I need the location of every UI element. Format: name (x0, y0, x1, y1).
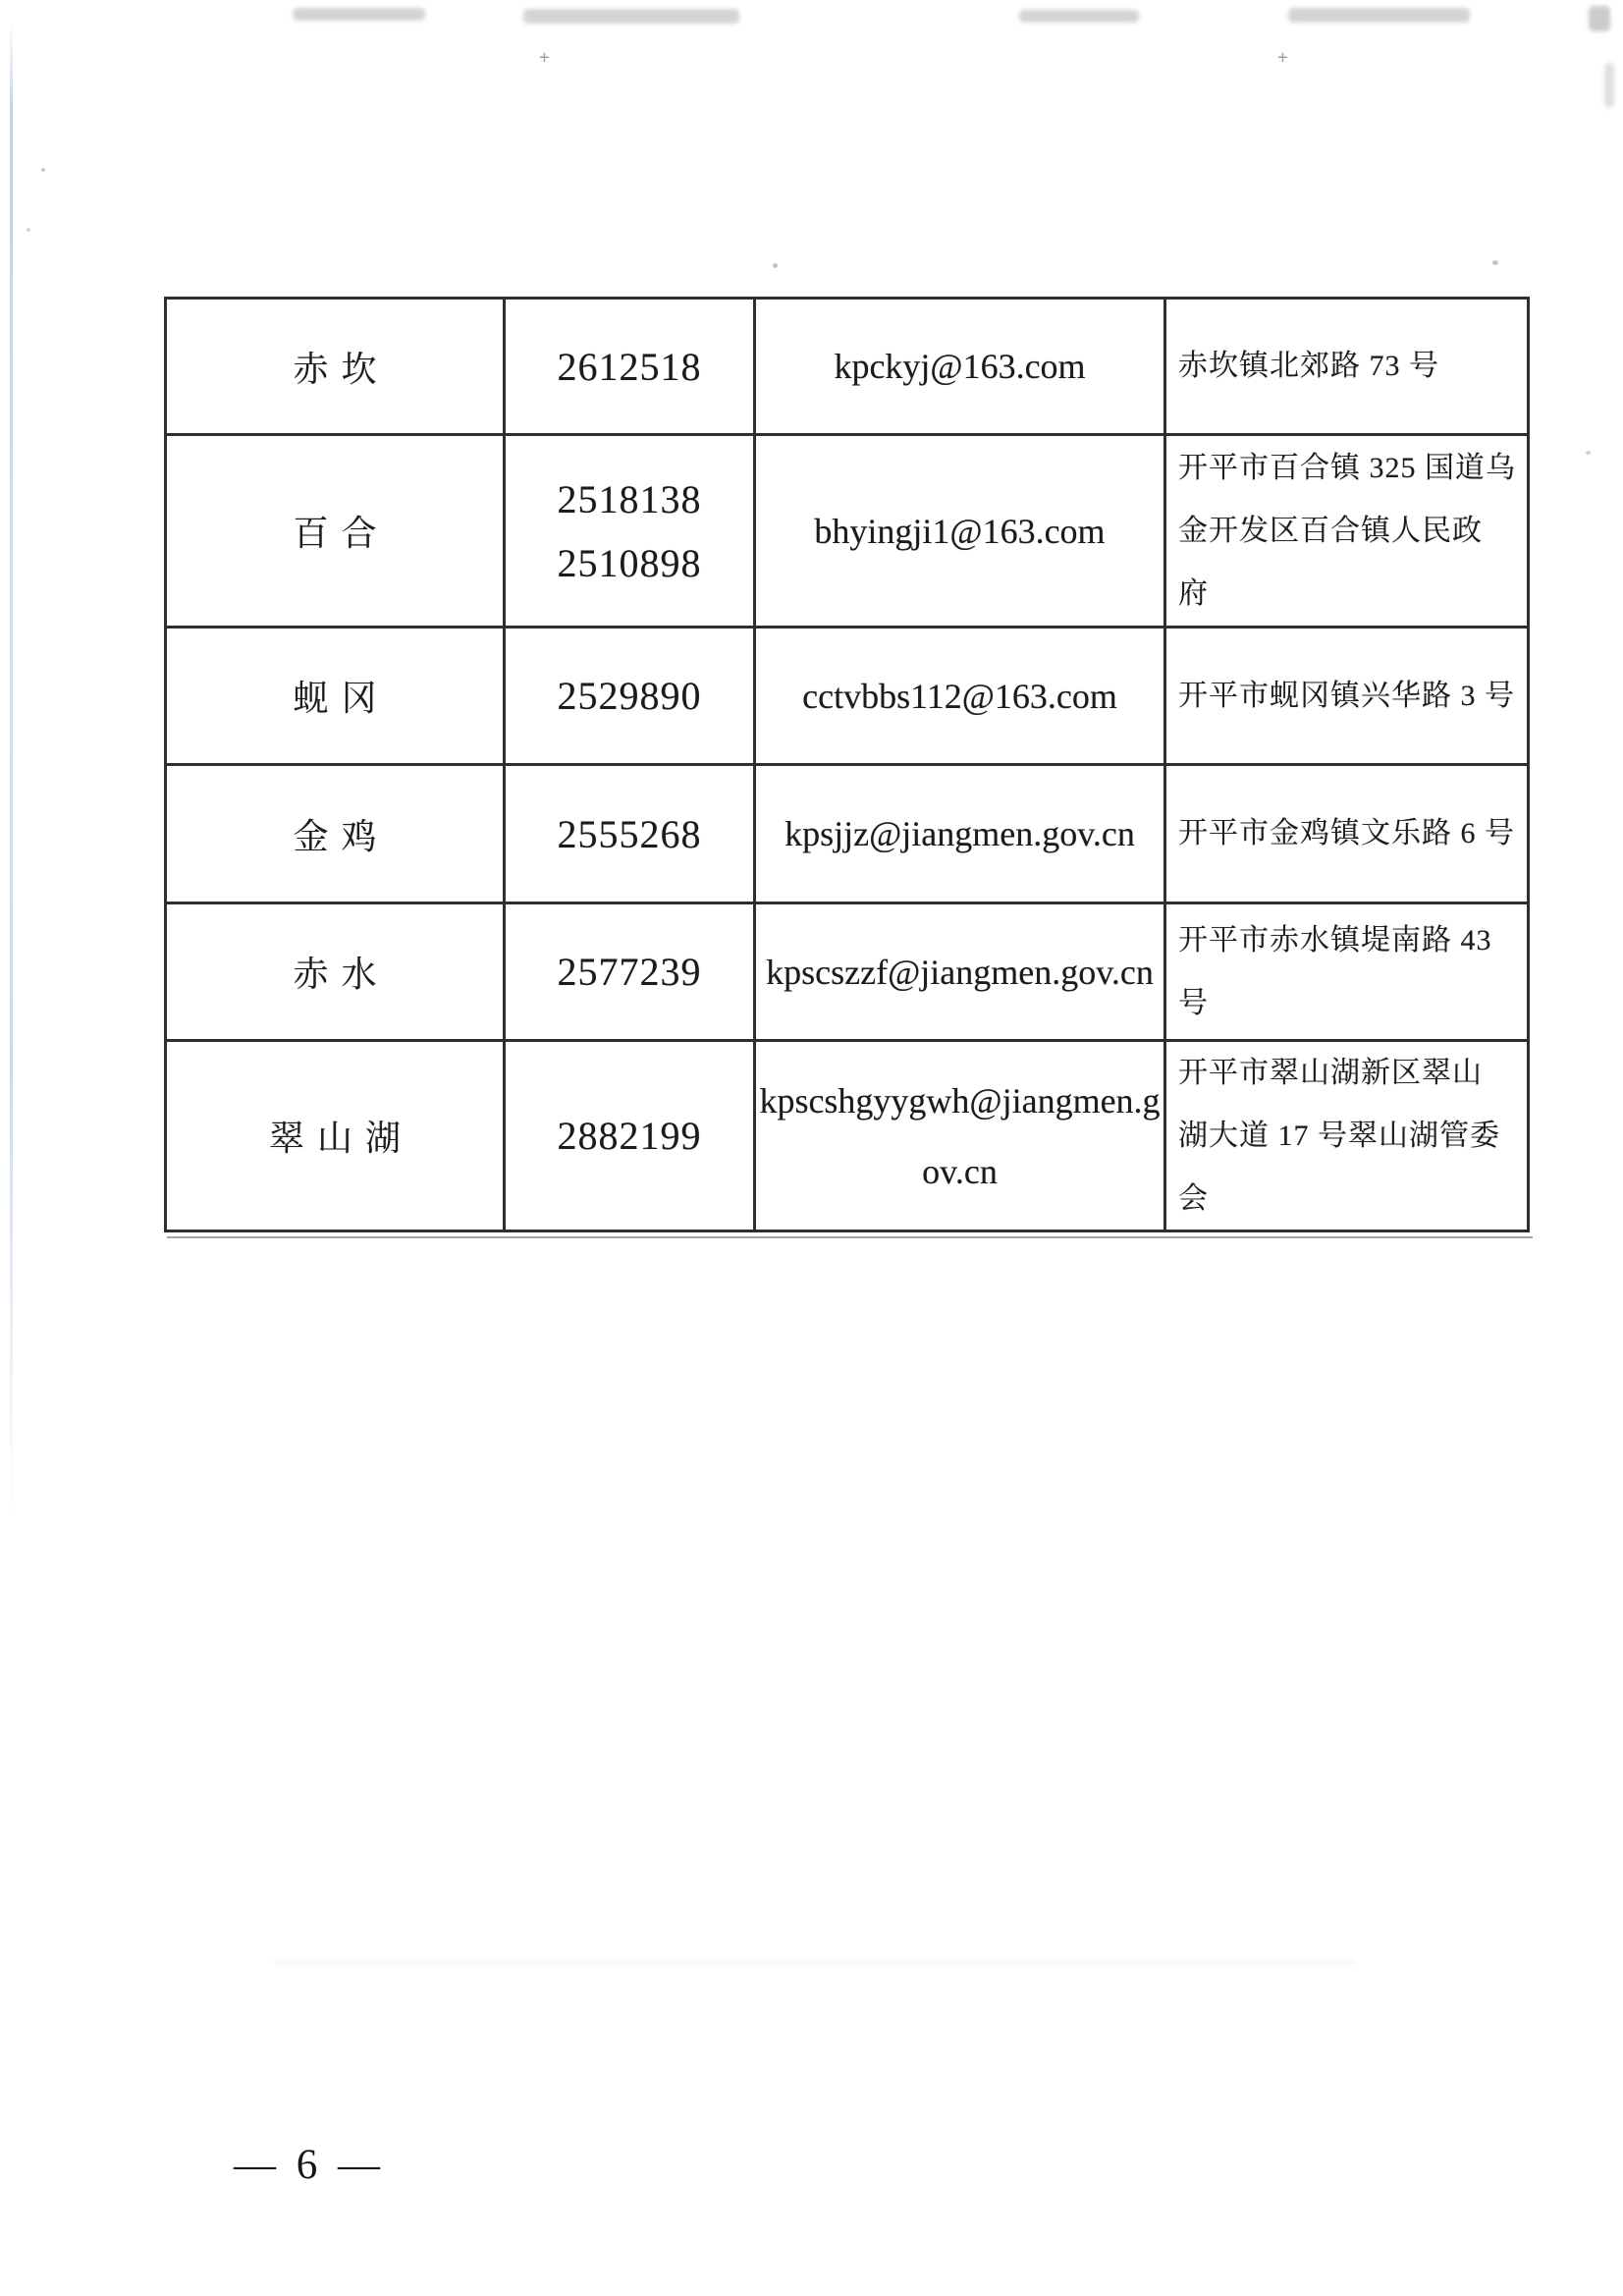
email-address: bhyingji1@163.com (814, 511, 1106, 551)
phone-cell (506, 766, 756, 904)
scan-edge-line (10, 22, 13, 1524)
address-line: 开平市百合镇 325 国道乌 (1178, 451, 1516, 484)
address-cell (1166, 436, 1527, 629)
scan-smudge (523, 9, 739, 24)
town-name-cell (167, 629, 506, 766)
scan-speck (773, 263, 778, 268)
address-cell (1166, 300, 1527, 436)
phone-cell (506, 1042, 756, 1230)
phone-number: 2577239 (557, 950, 702, 994)
address-cell (1166, 904, 1527, 1042)
email-address-line: ov.cn (922, 1151, 998, 1191)
email-cell (756, 300, 1166, 436)
phone-number: 2882199 (557, 1114, 702, 1158)
scan-border-echo (167, 1236, 1533, 1238)
page-number: — 6 — (234, 2142, 385, 2188)
email-address: kpsjjz@jiangmen.gov.cn (784, 814, 1135, 853)
town-name-cell (167, 904, 506, 1042)
scan-speck (1492, 260, 1498, 265)
town-name-cell (167, 300, 506, 436)
town-name: 百合 (293, 514, 390, 553)
address-line: 湖大道 17 号翠山湖管委 (1178, 1119, 1500, 1152)
email-address: kpckyj@163.com (834, 347, 1086, 386)
email-address: kpscszzf@jiangmen.gov.cn (766, 952, 1154, 992)
phone-cell (506, 436, 756, 629)
scan-smudge (1019, 10, 1139, 23)
town-name: 金鸡 (293, 816, 390, 856)
email-cell (756, 904, 1166, 1042)
address-line: 号 (1178, 986, 1209, 1019)
address-line: 开平市蚬冈镇兴华路 3 号 (1178, 679, 1515, 712)
scan-speck (1586, 451, 1591, 455)
email-cell (756, 1042, 1166, 1230)
town-name: 蚬冈 (293, 679, 390, 718)
address-line: 金开发区百合镇人民政 (1178, 514, 1483, 547)
phone-number: 2518138 (557, 476, 702, 521)
email-cell (756, 766, 1166, 904)
town-name-cell (167, 1042, 506, 1230)
phone-number: 2529890 (557, 674, 702, 718)
phone-number: 2510898 (557, 540, 702, 585)
scan-smudge (1589, 6, 1610, 31)
phone-cell (506, 629, 756, 766)
scan-speck (27, 228, 30, 232)
address-line: 会 (1178, 1181, 1209, 1215)
scan-mark: + (1277, 47, 1288, 68)
phone-cell (506, 300, 756, 436)
scan-smudge (1604, 63, 1614, 108)
email-address: cctvbbs112@163.com (802, 676, 1117, 716)
email-cell (756, 436, 1166, 629)
phone-cell (506, 904, 756, 1042)
address-cell (1166, 1042, 1527, 1230)
phone-number: 2612518 (557, 344, 702, 389)
town-name: 赤坎 (293, 349, 390, 389)
scan-speck (41, 168, 45, 172)
address-line: 赤坎镇北郊路 73 号 (1178, 350, 1439, 382)
town-name: 翠山湖 (268, 1119, 413, 1158)
town-name: 赤水 (293, 955, 390, 994)
address-line: 开平市金鸡镇文乐路 6 号 (1178, 817, 1515, 849)
scan-smudge (275, 1960, 1355, 1964)
town-name-cell (167, 766, 506, 904)
email-address-line: kpscshgyygwh@jiangmen.g (759, 1080, 1161, 1121)
address-cell (1166, 629, 1527, 766)
email-cell (756, 629, 1166, 766)
town-name-cell (167, 436, 506, 629)
scan-smudge (293, 8, 425, 21)
address-line: 府 (1178, 576, 1209, 610)
contact-table (164, 297, 1530, 1232)
address-cell (1166, 766, 1527, 904)
address-line: 开平市赤水镇堤南路 43 (1178, 923, 1492, 957)
scan-smudge (1288, 8, 1470, 23)
scan-mark: + (539, 47, 550, 68)
phone-number: 2555268 (557, 811, 702, 856)
address-line: 开平市翠山湖新区翠山 (1178, 1056, 1483, 1089)
